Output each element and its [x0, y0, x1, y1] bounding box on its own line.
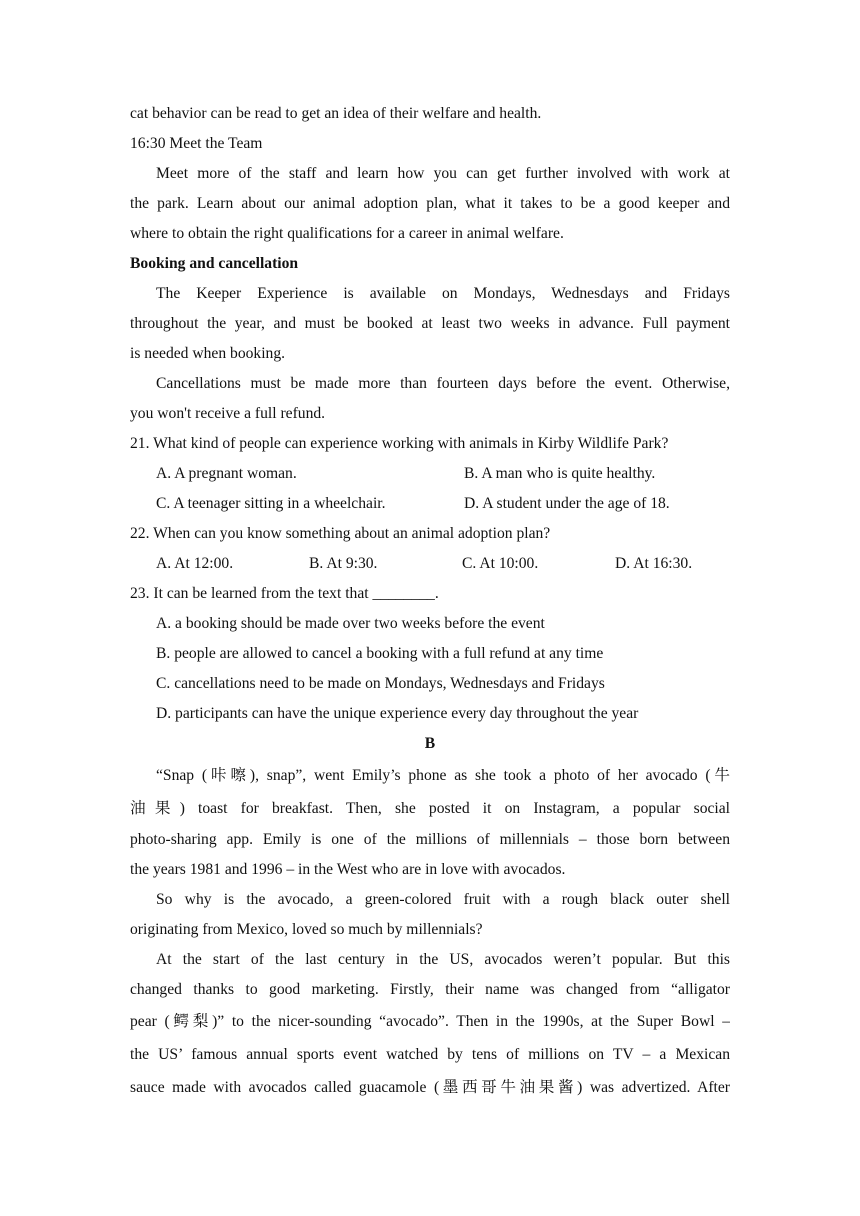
option: A. A pregnant woman.	[156, 465, 297, 482]
section-b-line: originating from Mexico, loved so much by millennials?	[130, 921, 483, 938]
section-b-line: the years 1981 and 1996 – in the West who are in love with avocados.	[130, 861, 566, 878]
section-b-line: So why is the avocado, a green-colored fruit with a rough black outer shell	[156, 891, 730, 908]
meet-team-line: Meet more of the staff and learn how you can get further involved with work at	[156, 165, 730, 182]
option: D. participants can have the unique experience every day throughout the year	[156, 705, 639, 722]
section-b-line: changed thanks to good marketing. Firstly, their name was changed from “alligator	[130, 981, 730, 998]
section-b-line: At the start of the last century in the US, avocados weren’t popular. But this	[156, 951, 730, 968]
section-b-line: the US’ famous annual sports event watched by tens of millions on TV – a Mexican	[130, 1046, 730, 1063]
section-b-line: photo-sharing app. Emily is one of the millions of millennials – those born between	[130, 831, 730, 848]
section-b-line: 油果) toast for breakfast. Then, she posted it on Instagram, a popular social	[130, 800, 730, 817]
option: D. A student under the age of 18.	[464, 495, 670, 512]
question-stem: 23. It can be learned from the text that ________.	[130, 585, 439, 602]
question-stem: 22. When can you know something about an animal adoption plan?	[130, 525, 551, 542]
booking-line: you won't receive a full refund.	[130, 405, 326, 422]
option: A. a booking should be made over two weeks before the event	[156, 615, 545, 632]
meet-team-line: the park. Learn about our animal adoption plan, what it takes to be a good keeper and	[130, 195, 730, 212]
booking-line: is needed when booking.	[130, 345, 286, 362]
option: C. cancellations need to be made on Mondays, Wednesdays and Fridays	[156, 675, 605, 692]
question-stem: 21. What kind of people can experience working with animals in Kirby Wildlife Park?	[130, 435, 669, 452]
booking-line: throughout the year, and must be booked at least two weeks in advance. Full payment	[130, 315, 730, 332]
booking-line: The Keeper Experience is available on Mondays, Wednesdays and Fridays	[156, 285, 730, 302]
option: B. At 9:30.	[309, 555, 378, 572]
section-b-line: pear (鳄梨)” to the nicer-sounding “avocado”. Then in the 1990s, at the Super Bowl –	[130, 1013, 730, 1030]
document-page	[130, 99, 730, 1104]
section-b-line: “Snap (咔嚓), snap”, went Emily’s phone as she took a photo of her avocado (牛	[156, 767, 730, 784]
meet-team-line: where to obtain the right qualifications for a career in animal welfare.	[130, 225, 564, 242]
meet-team-heading: 16:30 Meet the Team	[130, 135, 263, 152]
option: B. A man who is quite healthy.	[464, 465, 656, 482]
booking-line: Cancellations must be made more than fourteen days before the event. Otherwise,	[156, 375, 730, 392]
booking-heading: Booking and cancellation	[130, 255, 299, 272]
section-b-heading: B	[424, 735, 436, 752]
intro-line: cat behavior can be read to get an idea of their welfare and health.	[130, 105, 542, 122]
option: A. At 12:00.	[156, 555, 234, 572]
option: C. A teenager sitting in a wheelchair.	[156, 495, 386, 512]
option: D. At 16:30.	[615, 555, 693, 572]
option: C. At 10:00.	[462, 555, 539, 572]
option-row	[130, 549, 730, 579]
section-b-line: sauce made with avocados called guacamole (墨西哥牛油果酱) was advertized. After	[130, 1079, 730, 1096]
option-row	[130, 489, 730, 519]
option-row	[130, 459, 730, 489]
option: B. people are allowed to cancel a booking with a full refund at any time	[156, 645, 604, 662]
